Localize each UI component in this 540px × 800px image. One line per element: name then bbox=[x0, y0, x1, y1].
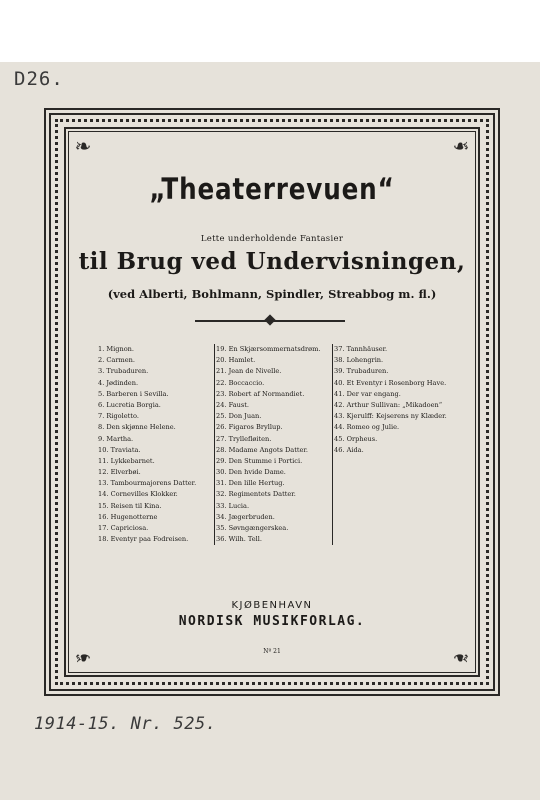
list-item: 17. Capriciosa. bbox=[98, 524, 149, 532]
plate-number: Nº 21 bbox=[263, 648, 281, 655]
list-item: 28. Madame Angots Datter. bbox=[216, 445, 308, 454]
list-item: 8. Den skjønne Helene. bbox=[98, 423, 176, 432]
list-item: 14. Cornevilles Klokker. bbox=[98, 490, 178, 499]
list-item: 21. Jean de Nivelle. bbox=[216, 367, 282, 376]
list-item: 38. Lohengrin. bbox=[334, 356, 384, 365]
list-item: 33. Lucia. bbox=[216, 501, 250, 510]
list-item: 35. Søvngængerskea. bbox=[216, 524, 289, 532]
corner-ornament-icon: ❧ bbox=[74, 134, 92, 158]
imprint-place: KJØBENHAVN bbox=[231, 600, 313, 611]
list-item: 26. Figaros Bryllup. bbox=[216, 423, 283, 432]
list-item: 45. Orpheus. bbox=[334, 434, 378, 443]
cover-subtitle: Lette underholdende Fantasier bbox=[200, 234, 344, 244]
list-item: 42. Arthur Sullivan: „Mikadoen“ bbox=[334, 400, 443, 409]
list-item: 30. Den hvide Dame. bbox=[216, 468, 286, 477]
corner-ornament-icon: ❧ bbox=[452, 646, 470, 670]
imprint-publisher: NORDISK MUSIKFORLAG. bbox=[178, 614, 366, 629]
list-item: 2. Carmen. bbox=[98, 356, 136, 365]
list-item: 23. Robert af Normandiet. bbox=[216, 389, 305, 398]
list-item: 25. Don Juan. bbox=[216, 412, 262, 421]
list-item: 15. Reisen til Kina. bbox=[98, 501, 162, 510]
cover-main-line: til Brug ved Undervisningen, bbox=[78, 248, 466, 275]
list-item: 43. Kjerulff: Kejserens ny Klæder. bbox=[334, 412, 447, 421]
list-item: 36. Wilh. Tell. bbox=[216, 535, 263, 544]
list-item: 27. Tryllefløiten. bbox=[216, 434, 272, 443]
list-item: 18. Eventyr paa Fodreisen. bbox=[98, 535, 189, 544]
list-item: 24. Faust. bbox=[216, 400, 250, 409]
list-item: 37. Tannhäuser. bbox=[334, 345, 388, 353]
corner-ornament-icon: ❧ bbox=[74, 646, 92, 670]
list-item: 7. Rigoletto. bbox=[98, 412, 139, 421]
list-item: 20. Hamlet. bbox=[216, 356, 256, 365]
list-item: 19. En Skjærsommernatsdrøm. bbox=[216, 345, 321, 353]
list-item: 12. Elverbøi. bbox=[98, 468, 141, 477]
list-item: 3. Trubaduren. bbox=[98, 367, 149, 376]
list-item: 11. Lykkebarnet. bbox=[98, 456, 155, 465]
list-item: 46. Aida. bbox=[334, 445, 364, 454]
list-item: 34. Jægerbruden. bbox=[216, 512, 275, 521]
corner-ornament-icon: ❧ bbox=[452, 134, 470, 158]
list-item: 4. Jødinden. bbox=[98, 378, 139, 387]
contents-column-2 bbox=[216, 344, 333, 545]
list-item: 9. Martha. bbox=[98, 434, 134, 443]
contents-column-3 bbox=[334, 344, 464, 456]
list-item: 13. Tambourmajorens Datter. bbox=[98, 479, 197, 488]
list-item: 44. Romeo og Julie. bbox=[334, 423, 400, 432]
archive-mark-top: D26. bbox=[14, 68, 64, 90]
list-item: 16. Hugenotterne bbox=[98, 512, 158, 521]
list-item: 41. Der var engang. bbox=[334, 389, 401, 398]
list-item: 5. Barberen i Sevilla. bbox=[98, 389, 169, 398]
list-item: 31. Den lille Hertug. bbox=[216, 479, 285, 488]
archive-mark-bottom: 1914-15. Nr. 525. bbox=[34, 714, 217, 734]
cover-title: „Theaterrevuen“ bbox=[149, 172, 395, 206]
list-item: 1. Mignon. bbox=[98, 345, 135, 353]
list-item: 40. Et Eventyr i Rosenborg Have. bbox=[334, 378, 447, 387]
contents-column-1 bbox=[98, 344, 215, 545]
list-item: 6. Lucretia Borgia. bbox=[98, 400, 161, 409]
list-item: 32. Regimentets Datter. bbox=[216, 490, 296, 499]
list-item: 39. Trubaduren. bbox=[334, 367, 389, 376]
list-item: 22. Boccaccio. bbox=[216, 378, 265, 387]
list-item: 29. Den Stumme i Portici. bbox=[216, 456, 303, 465]
cover-editors: (ved Alberti, Bohlmann, Spindler, Streabbog m. fl.) bbox=[107, 287, 437, 301]
list-item: 10. Traviata. bbox=[98, 445, 141, 454]
